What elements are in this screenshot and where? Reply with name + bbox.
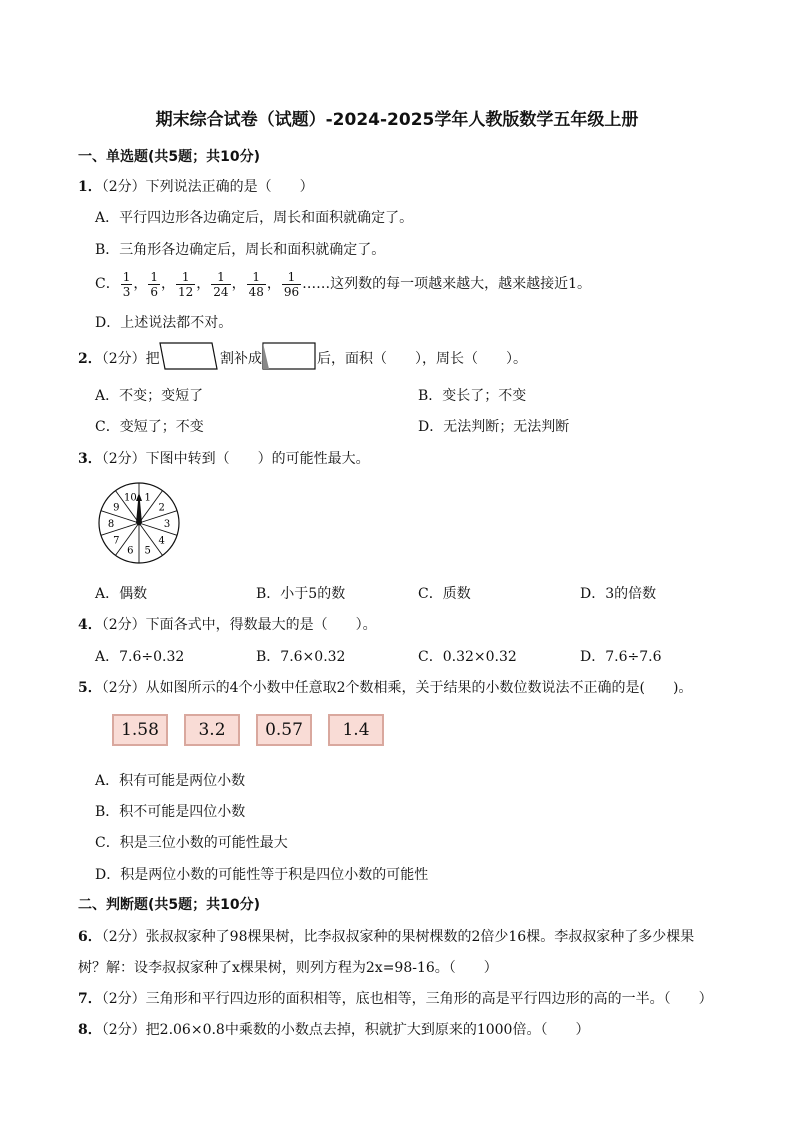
question-number: 1． <box>78 179 102 195</box>
q2-option-d: D．无法判断；无法判断 <box>418 419 570 435</box>
option-text: ……这列数的每一项越来越大，越来越接近1。 <box>302 276 592 292</box>
wheel-number: 6 <box>127 545 134 557</box>
q2-option-c: C．变短了；不变 <box>95 419 204 435</box>
fraction <box>176 270 195 299</box>
denominator: 24 <box>213 284 229 299</box>
spinner-wheel <box>97 481 181 565</box>
question-6-continued: 树？解：设李叔叔家种了x棵果树，则列方程为2x=98-16。（ ） <box>78 960 498 976</box>
numerator: 1 <box>211 270 230 285</box>
question-4-stem <box>78 614 377 634</box>
fraction <box>211 270 230 299</box>
q5-option-a: A．积有可能是两位小数 <box>95 773 246 789</box>
q4-option-c: C．0.32×0.32 <box>418 649 517 665</box>
parallelogram-figure <box>155 341 220 371</box>
number-card: 0.57 <box>256 714 312 746</box>
fraction <box>247 270 266 299</box>
denominator: 6 <box>150 284 158 299</box>
q4-option-a: A．7.6÷0.32 <box>95 649 185 665</box>
wheel-hub <box>137 521 142 526</box>
numerator: 1 <box>176 270 195 285</box>
q2-text-end: 后，面积（ ），周长（ ）。 <box>317 351 527 367</box>
question-score: （2分） <box>101 617 146 633</box>
question-1-stem <box>78 176 314 196</box>
wheel-number: 9 <box>113 502 120 514</box>
q2-option-a: A．不变；变短了 <box>95 388 204 404</box>
question-score: （2分） <box>101 451 146 467</box>
wheel-number: 4 <box>158 535 165 547</box>
question-6-stem <box>78 926 694 946</box>
q2-option-b: B．变长了；不变 <box>418 388 527 404</box>
q3-option-a: A．偶数 <box>95 586 148 602</box>
section-heading-single-choice: 一、单选题(共5题；共10分) <box>78 149 261 165</box>
q5-option-c: C．积是三位小数的可能性最大 <box>95 835 288 851</box>
denominator: 96 <box>283 284 300 299</box>
number-card: 1.4 <box>328 714 384 746</box>
page-title: 期末综合试卷（试题）-2024-2025学年人教版数学五年级上册 <box>155 110 639 130</box>
wheel-number: 2 <box>158 502 165 514</box>
fraction <box>121 270 133 299</box>
question-number: 2． <box>78 351 102 367</box>
denominator: 3 <box>122 284 131 299</box>
q4-option-b: B．7.6×0.32 <box>256 649 346 665</box>
separator: ， <box>133 276 148 292</box>
question-5-stem <box>78 677 692 697</box>
denominator: 48 <box>248 284 264 299</box>
question-number: 8． <box>78 1022 102 1038</box>
question-text: 把2.06×0.8中乘数的小数点去掉，积就扩大到原来的1000倍。（ ） <box>145 1022 590 1038</box>
q3-option-d: D．3的倍数 <box>580 586 657 602</box>
question-number: 7． <box>78 991 102 1007</box>
wheel-number: 1 <box>144 492 151 504</box>
number-card: 1.58 <box>112 714 168 746</box>
separator: ， <box>161 276 175 292</box>
question-number: 4． <box>78 617 102 633</box>
question-text: 张叔叔家种了98棵果树，比李叔叔家种的果树棵数的2倍少16棵。李叔叔家种了多少棵果 <box>145 929 695 945</box>
q1-option-c <box>95 268 591 300</box>
question-2-stem <box>78 348 160 368</box>
q3-option-b: B．小于5的数 <box>256 586 346 602</box>
section-heading-true-false: 二、判断题(共5题；共10分) <box>78 897 261 913</box>
separator: ， <box>231 276 246 292</box>
wheel-number: 5 <box>144 545 151 557</box>
question-text: 下图中转到（ ）的可能性最大。 <box>145 451 370 467</box>
q5-option-d: D．积是两位小数的可能性等于积是四位小数的可能性 <box>95 867 429 883</box>
question-score: （2分） <box>101 680 146 696</box>
question-text: 下面各式中，得数最大的是（ ）。 <box>145 617 377 633</box>
q5-option-b: B．积不可能是四位小数 <box>95 804 246 820</box>
numerator: 1 <box>122 269 131 284</box>
q1-option-d: D．上述说法都不对。 <box>95 315 233 331</box>
wheel-number: 3 <box>163 519 171 530</box>
question-7-stem <box>78 988 713 1008</box>
question-number: 3． <box>78 451 102 467</box>
numerator: 1 <box>247 270 266 285</box>
question-text: 把 <box>145 351 160 367</box>
wheel-number: 10 <box>123 492 137 504</box>
rectangle-figure <box>261 341 317 371</box>
q1-option-a: A．平行四边形各边确定后，周长和面积就确定了。 <box>95 210 414 226</box>
q2-text-middle: 割补成 <box>220 351 262 367</box>
question-number: 5． <box>78 680 102 696</box>
number-card: 3.2 <box>184 714 240 746</box>
question-3-stem <box>78 448 370 468</box>
question-score: （2分） <box>101 1022 146 1038</box>
fraction <box>148 270 160 299</box>
question-score: （2分） <box>101 179 146 195</box>
question-score: （2分） <box>101 929 146 945</box>
question-number: 6． <box>78 929 102 945</box>
q1-option-b: B．三角形各边确定后，周长和面积就确定了。 <box>95 242 386 258</box>
wheel-number: 7 <box>113 535 120 547</box>
denominator: 12 <box>178 284 194 299</box>
question-text: 三角形和平行四边形的面积相等，底也相等，三角形的高是平行四边形的高的一半。（ ） <box>145 991 713 1007</box>
question-8-stem <box>78 1019 589 1039</box>
numerator: 1 <box>150 269 158 284</box>
option-label: C． <box>95 276 120 292</box>
separator: ， <box>196 276 211 292</box>
question-text: 下列说法正确的是（ ） <box>145 179 314 195</box>
fraction <box>282 270 301 299</box>
q4-option-d: D．7.6÷7.6 <box>580 649 662 665</box>
wheel-number: 8 <box>107 519 115 530</box>
numerator: 1 <box>282 270 301 285</box>
question-score: （2分） <box>101 991 146 1007</box>
q3-option-c: C．质数 <box>418 586 471 602</box>
question-text: 从如图所示的4个小数中任意取2个数相乘，关于结果的小数位数说法不正确的是( )。 <box>145 680 693 696</box>
question-score: （2分） <box>101 351 146 367</box>
separator: ， <box>266 276 281 292</box>
